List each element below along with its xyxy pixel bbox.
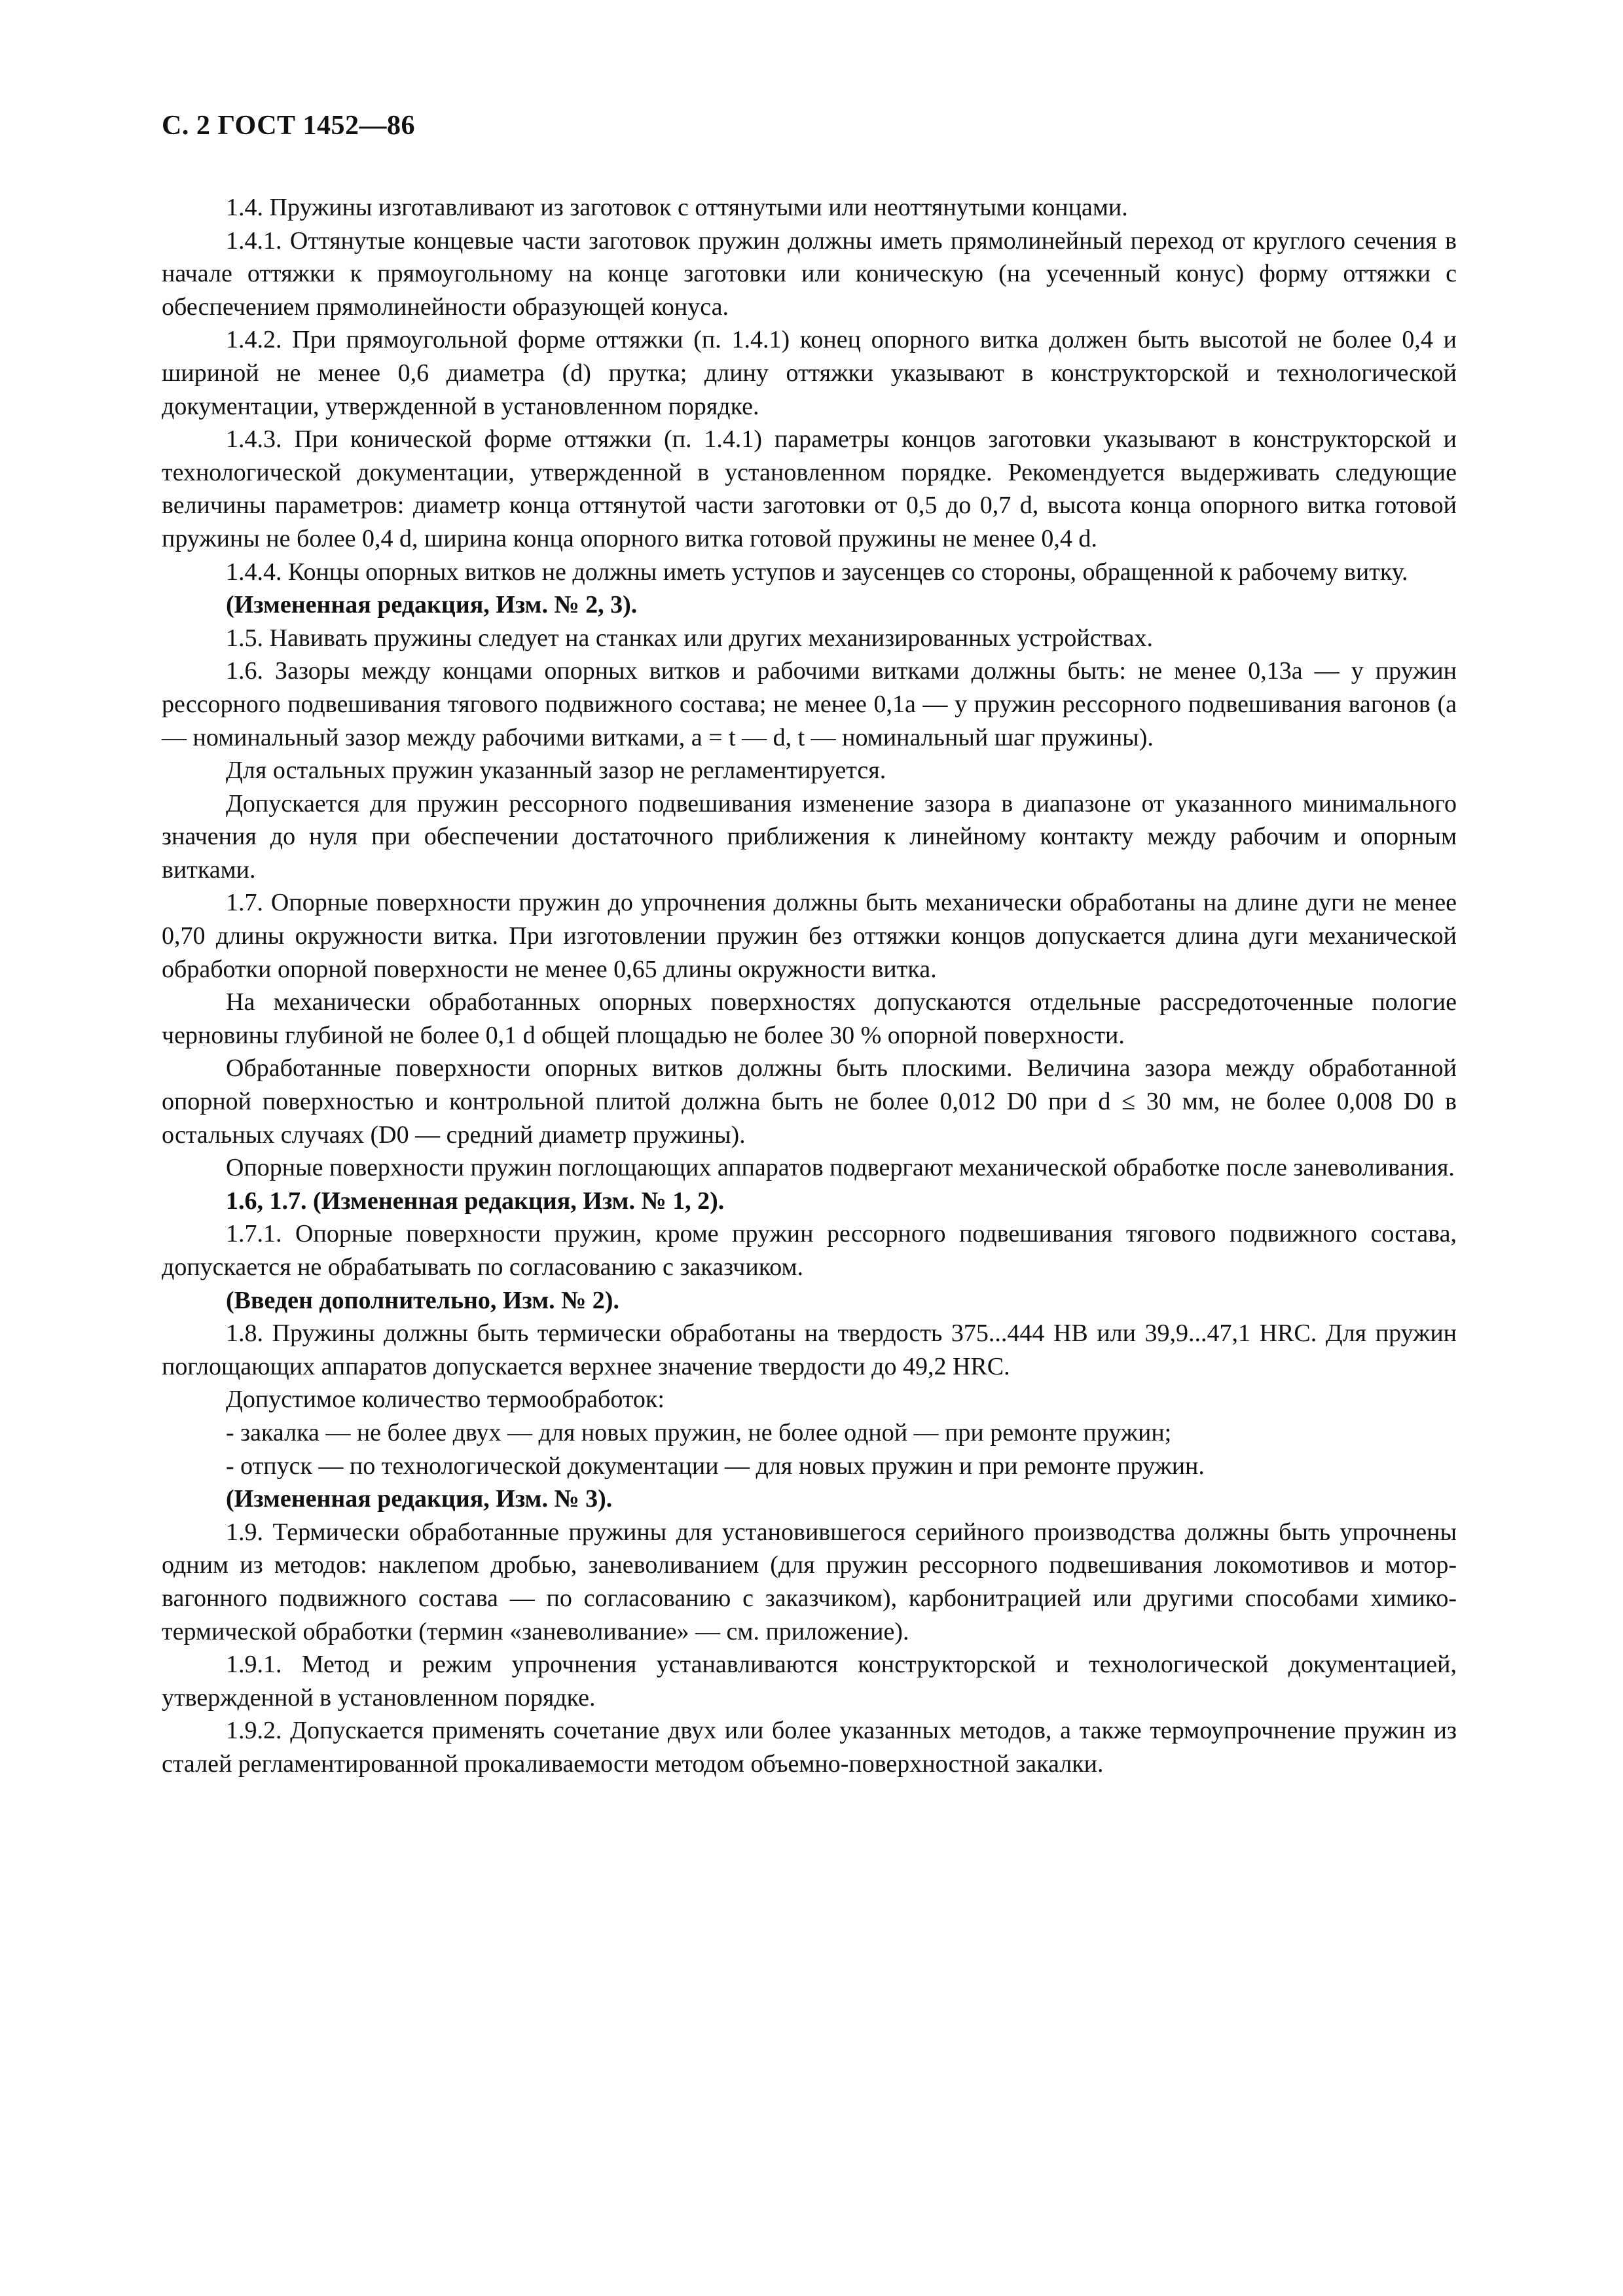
list-item: - отпуск — по технологической документации — для новых пружин и при ремонте пружин.: [226, 1452, 1205, 1480]
paragraph-1-5: 1.5. Навивать пружины следует на станках или других механизированных устройствах.: [226, 624, 1153, 652]
paragraph-1-4-3: 1.4.3. При конической форме оттяжки (п. 1.4.1) параметры концов заготовки указывают в конструкторской и технологической документации, утвержденной в установленном порядке. Рекомендуется выдерживать следующие величины параметров: диаметр конца оттянутой части заготовки от 0,5 до 0,7 d, высота конца опорного витка готовой пружины не более 0,4 d, ширина конца опорного витка готовой пружины не менее 0,4 d.: [162, 425, 1457, 552]
paragraph-1-4-1: 1.4.1. Оттянутые концевые части заготовок пружин должны иметь прямолинейный переход от круглого сечения в начале оттяжки к прямоугольному на конце заготовки или коническую (на усеченный конус) форму оттяжки с обеспечением прямолинейности образующей конуса.: [162, 226, 1457, 321]
paragraph-1-9-2: 1.9.2. Допускается применять сочетание двух или более указанных методов, а также термоупрочнение пружин из сталей регламентированной прокаливаемости методом объемно-поверхностной закалки.: [162, 1717, 1457, 1778]
revision-note: (Измененная редакция, Изм. № 2, 3).: [226, 591, 638, 619]
page-header: С. 2 ГОСТ 1452—86: [162, 111, 416, 141]
paragraph-1-6-note: Для остальных пружин указанный зазор не регламентируется.: [226, 757, 886, 785]
list-item: - закалка — не более двух — для новых пружин, не более одной — при ремонте пружин;: [226, 1418, 1172, 1446]
paragraph-1-7-flatness: Обработанные поверхности опорных витков должны быть плоскими. Величина зазора между обработанной опорной поверхностью и контрольной плитой должна быть не более 0,012 D0 при d ≤ 30 мм, не более 0,008 D0 в остальных случаях (D0 — средний диаметр пружины).: [162, 1054, 1457, 1149]
paragraph-1-8: 1.8. Пружины должны быть термически обработаны на твердость 375...444 НВ или 39,9...47,1 HRC. Для пружин поглощающих аппаратов допускается верхнее значение твердости до 49,2 HRC.: [162, 1319, 1457, 1380]
revision-note: 1.6, 1.7. (Измененная редакция, Изм. № 1, 2).: [226, 1187, 725, 1215]
revision-note: (Измененная редакция, Изм. № 3).: [226, 1485, 613, 1513]
paragraph-1-7: 1.7. Опорные поверхности пружин до упрочнения должны быть механически обработаны на длине дуги не менее 0,70 длины окружности витка. При изготовлении пружин без оттяжки концов допускается длина дуги механической обработки опорной поверхности не менее 0,65 длины окружности витка.: [162, 889, 1457, 983]
paragraph-1-8-heat-count: Допустимое количество термообработок:: [226, 1386, 665, 1414]
paragraph-1-7-defects: На механически обработанных опорных поверхностях допускаются отдельные рассредоточенные пологие черновины глубиной не более 0,1 d общей площадью не более 30 % опорной поверхности.: [162, 988, 1457, 1049]
paragraph-1-4-2: 1.4.2. При прямоугольной форме оттяжки (п. 1.4.1) конец опорного витка должен быть высотой не более 0,4 и шириной не менее 0,6 диаметра (d) прутка; длину оттяжки указывают в конструкторской и технологической документации, утвержденной в установленном порядке.: [162, 326, 1457, 420]
paragraph-1-9-1: 1.9.1. Метод и режим упрочнения устанавливаются конструкторской и технологической документацией, утвержденной в установленном порядке.: [162, 1651, 1457, 1712]
paragraph-1-6: 1.6. Зазоры между концами опорных витков и рабочими витками должны быть: не менее 0,13a — у пружин рессорного подвешивания тягового подвижного состава; не менее 0,1a — у пружин рессорного подвешивания вагонов (a — номинальный зазор между рабочими витками, a = t — d, t — номинальный шаг пружины).: [162, 657, 1457, 751]
paragraph-1-7-absorbers: Опорные поверхности пружин поглощающих аппаратов подвергают механической обработке после заневоливания.: [226, 1154, 1455, 1182]
paragraph-1-4-4: 1.4.4. Концы опорных витков не должны иметь уступов и заусенцев со стороны, обращенной к рабочему витку.: [226, 558, 1408, 586]
paragraph-1-9: 1.9. Термически обработанные пружины для установившегося серийного производства должны быть упрочнены одним из методов: наклепом дробью, заневоливанием (для пружин рессорного подвешивания локомотивов и мотор-вагонного подвижного состава — по согласованию с заказчиком), карбонитрацией или другими способами химико-термической обработки (термин «заневоливание» — см. приложение).: [162, 1518, 1457, 1645]
revision-note: (Введен дополнительно, Изм. № 2).: [226, 1286, 619, 1314]
paragraph-1-6-allowance: Допускается для пружин рессорного подвешивания изменение зазора в диапазоне от указанного минимального значения до нуля при обеспечении достаточного приближения к линейному контакту между рабочим и опорным витками.: [162, 789, 1457, 884]
paragraph-1-4: 1.4. Пружины изготавливают из заготовок с оттянутыми или неоттянутыми концами.: [226, 194, 1128, 221]
document-body: [162, 191, 1457, 1781]
paragraph-1-7-1: 1.7.1. Опорные поверхности пружин, кроме пружин рессорного подвешивания тягового подвижного состава, допускается не обрабатывать по согласованию с заказчиком.: [162, 1220, 1457, 1281]
